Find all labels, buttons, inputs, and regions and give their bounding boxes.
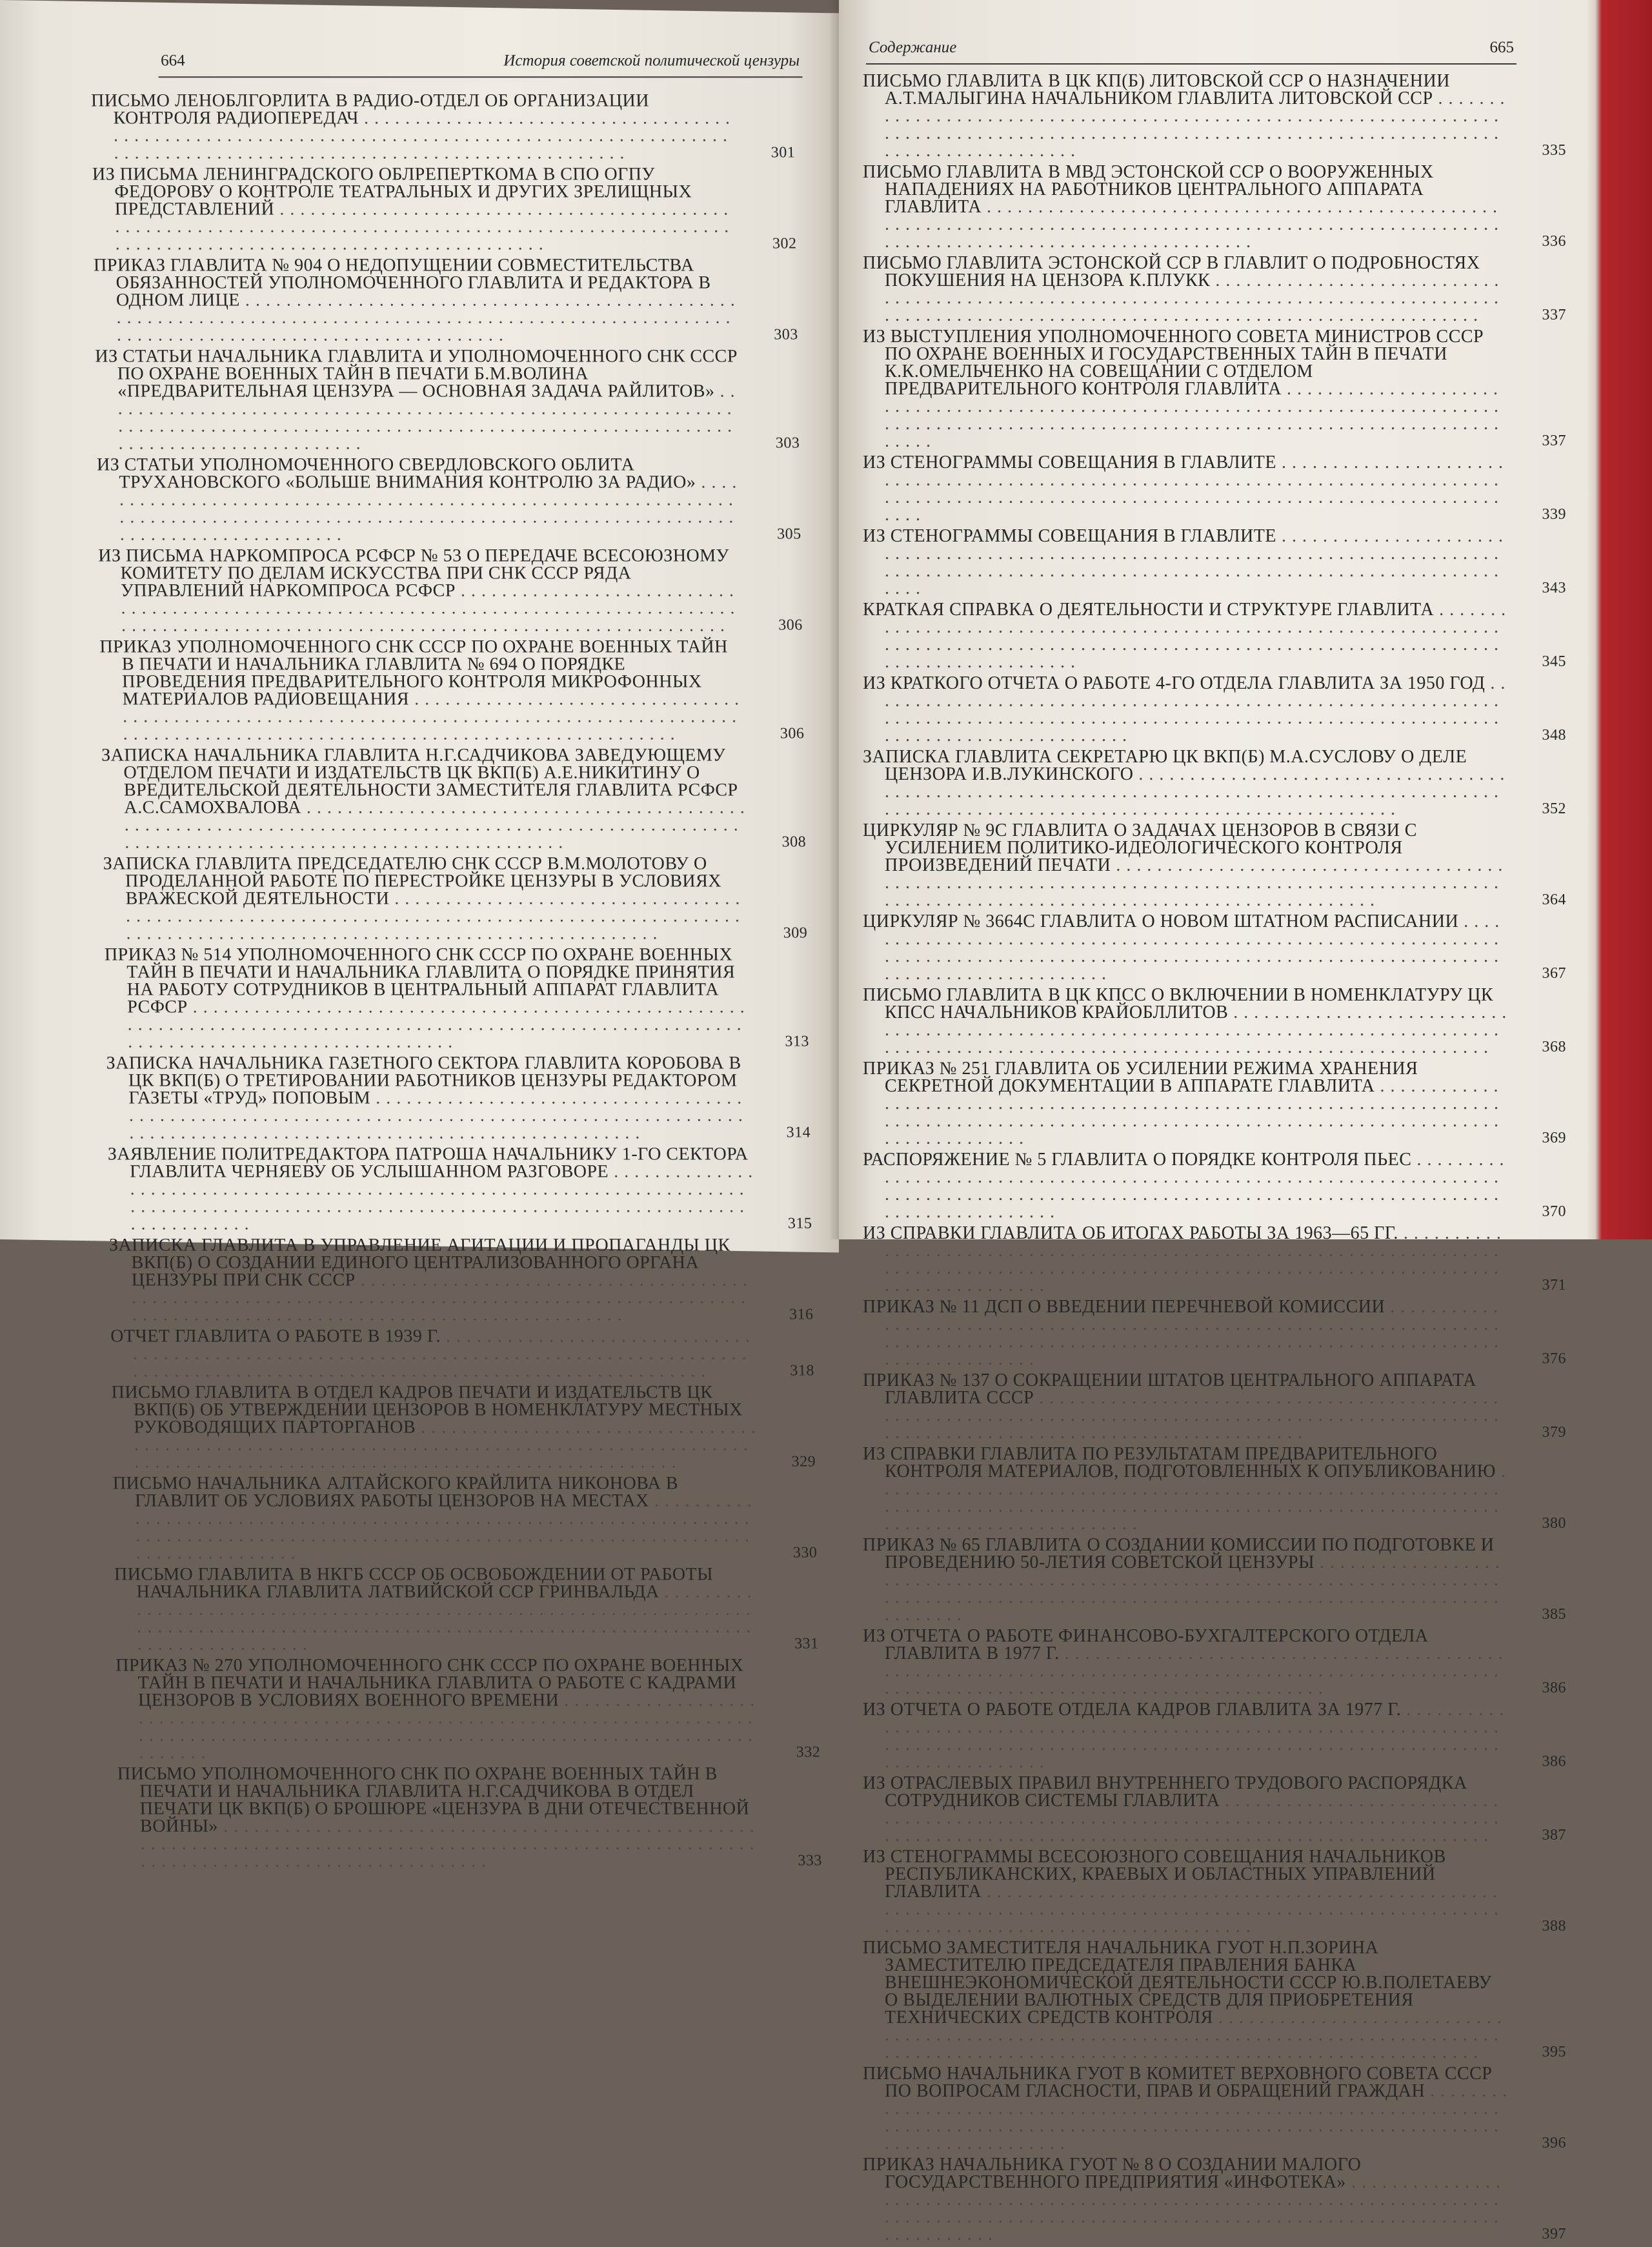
toc-entry xyxy=(111,1384,816,1471)
toc-entry xyxy=(863,163,1566,250)
toc-entry-page: 337 xyxy=(1542,307,1566,323)
toc-entry-page: 308 xyxy=(781,833,807,851)
toc-entry-title: ПРИКАЗ № 65 ГЛАВЛИТА О СОЗДАНИИ КОМИССИИ ПО ПОДГОТОВКЕ И ПРОВЕДЕНИЮ 50-ЛЕТИЯ СОВЕТСКОЙ ЦЕНЗУРЫ . . . xyxy=(885,1536,1508,1623)
toc-entry xyxy=(103,855,808,942)
toc-entry-page: 332 xyxy=(796,1744,821,1761)
toc-entry-page: 316 xyxy=(789,1306,814,1323)
toc-entry-title: ПРИКАЗ № 270 УПОЛНОМОЧЕННОГО СНК СССР ПО ОХРАНЕ ВОЕННЫХ ТАЙН В ПЕЧАТИ И НАЧАЛЬНИКА ГЛАВЛИТА О РАБОТЕ С КАДРАМИ ЦЕНЗОРОВ В УСЛОВИЯХ ВОЕННОГО ВРЕМЕНИ . . . xyxy=(137,1657,762,1762)
toc-entry xyxy=(99,638,804,742)
toc-entry xyxy=(109,1237,814,1324)
toc-entry xyxy=(863,1939,1566,2061)
toc-entry xyxy=(863,675,1566,744)
toc-entry-title: ПИСЬМО ГЛАВЛИТА В ЦК КПСС О ВКЛЮЧЕНИИ В НОМЕНКЛАТУРУ ЦК КПСС НАЧАЛЬНИКОВ КРАЙОБЛЛИТОВ . . . xyxy=(885,986,1508,1056)
toc-entry xyxy=(863,2065,1566,2152)
toc-entry-page: 306 xyxy=(780,725,805,742)
left-toc-list xyxy=(91,92,822,1869)
toc-entry xyxy=(98,547,803,634)
toc-entry-page: 329 xyxy=(791,1453,816,1470)
toc-entry-page: 302 xyxy=(772,235,797,252)
toc-entry-title: ИЗ ВЫСТУПЛЕНИЯ УПОЛНОМОЧЕННОГО СОВЕТА МИНИСТРОВ СССР ПО ОХРАНЕ ВОЕННЫХ И ГОСУДАРСТВЕННЫХ ТАЙН В ПЕЧАТИ К.К.ОМЕЛЬЧЕНКО НА СОВЕЩАНИИ С ОТДЕЛОМ ПРЕДВАРИТЕЛЬНОГО КОНТРОЛЯ ГЛАВЛИТА . . . xyxy=(885,328,1508,450)
toc-entry-title: КРАТКАЯ СПРАВКА О ДЕЯТЕЛЬНОСТИ И СТРУКТУРЕ ГЛАВЛИТА . . . xyxy=(885,601,1508,671)
toc-entry-page: 376 xyxy=(1542,1350,1566,1367)
toc-entry-title: ЗАПИСКА НАЧАЛЬНИКА ГЛАВЛИТА Н.Г.САДЧИКОВА ЗАВЕДУЮЩЕМУ ОТДЕЛОМ ПЕЧАТИ И ИЗДАТЕЛЬСТВ ЦК ВКП(Б) А.Е.НИКИТИНУ О ВРЕДИТЕЛЬСКОЙ ДЕЯТЕЛЬНОСТИ ЗАМЕСТИТЕЛЯ ГЛАВЛИТА РСФСР А.С.САМОХВАЛОВА . . . xyxy=(123,746,748,851)
toc-entry-page: 348 xyxy=(1542,727,1566,744)
toc-entry-page: 336 xyxy=(1542,233,1566,250)
toc-entry-title: ИЗ СТЕНОГРАММЫ СОВЕЩАНИЯ В ГЛАВЛИТЕ . . . xyxy=(885,454,1508,524)
left-page-content xyxy=(13,52,841,1873)
toc-entry-title: ИЗ ОТЧЕТА О РАБОТЕ ФИНАНСОВО-БУХГАЛТЕРСКОГО ОТДЕЛА ГЛАВЛИТА В 1977 Г. . . . xyxy=(885,1627,1508,1697)
toc-entry-title: ПИСЬМО ГЛАВЛИТА В ОТДЕЛ КАДРОВ ПЕЧАТИ И ИЗДАТЕЛЬСТВ ЦК ВКП(Б) ОБ УТВЕРЖДЕНИИ ЦЕНЗОРОВ В НОМЕНКЛАТУРУ МЕСТНЫХ РУКОВОДЯЩИХ ПАРТОРГАНОВ . . . xyxy=(133,1384,758,1471)
toc-entry-page: 380 xyxy=(1542,1515,1566,1532)
toc-entry xyxy=(863,2156,1566,2243)
toc-entry-page: 330 xyxy=(792,1544,818,1561)
toc-entry-page: 396 xyxy=(1542,2135,1566,2151)
toc-entry-page: 388 xyxy=(1542,1918,1566,1935)
toc-entry xyxy=(863,1701,1566,1771)
left-page xyxy=(0,0,839,1869)
toc-entry xyxy=(863,1151,1566,1221)
toc-entry-title: ИЗ СПРАВКИ ГЛАВЛИТА ОБ ИТОГАХ РАБОТЫ ЗА 1963—65 ГГ. . . . xyxy=(885,1225,1508,1294)
right-running-title: Содержание xyxy=(869,39,957,56)
toc-entry xyxy=(863,1298,1566,1368)
toc-entry-title: ПИСЬМО ЗАМЕСТИТЕЛЯ НАЧАЛЬНИКА ГУОТ Н.П.ЗОРИНА ЗАМЕСТИТЕЛЮ ПРЕДСЕДАТЕЛЯ ПРАВЛЕНИЯ БАНКА ВНЕШНЕЭКОНОМИЧЕСКОЙ ДЕЯТЕЛЬНОСТИ СССР Ю.В.ПОЛЕТАЕВУ О ВЫДЕЛЕНИИ ВАЛЮТНЫХ СРЕДСТВ ДЛЯ ПРИОБРЕТЕНИЯ ТЕХНИЧЕСКИХ СРЕДСТВ КОНТРОЛЯ . . . xyxy=(885,1939,1508,2061)
toc-entry-title: ПРИКАЗ УПОЛНОМОЧЕННОГО СНК СССР ПО ОХРАНЕ ВОЕННЫХ ТАЙН В ПЕЧАТИ И НАЧАЛЬНИКА ГЛАВЛИТА № 694 О ПОРЯДКЕ ПРОВЕДЕНИЯ ПРЕДВАРИТЕЛЬНОГО КОНТРОЛЯ МИКРОФОННЫХ МАТЕРИАЛОВ РАДИОВЕЩАНИЯ . . . xyxy=(121,638,746,742)
toc-entry-page: 337 xyxy=(1542,432,1566,449)
toc-entry-page: 303 xyxy=(775,434,800,452)
toc-entry-page: 385 xyxy=(1542,1606,1566,1623)
toc-entry xyxy=(92,165,797,252)
toc-entry-page: 301 xyxy=(771,144,796,161)
toc-entry-title: ПИСЬМО ГЛАВЛИТА ЭСТОНСКОЙ ССР В ГЛАВЛИТ О ПОДРОБНОСТЯХ ПОКУШЕНИЯ НА ЦЕНЗОРА К.ПЛУКК . . . xyxy=(885,254,1508,324)
toc-entry-page: 352 xyxy=(1542,800,1566,817)
toc-entry-page: 315 xyxy=(787,1215,812,1232)
right-running-head xyxy=(866,39,1516,65)
toc-entry xyxy=(863,1536,1566,1623)
toc-entry-page: 331 xyxy=(794,1635,819,1652)
toc-entry xyxy=(97,456,801,543)
toc-entry-title: ЗАПИСКА ГЛАВЛИТА СЕКРЕТАРЮ ЦК ВКП(Б) М.А.СУСЛОВУ О ДЕЛЕ ЦЕНЗОРА И.В.ЛУКИНСКОГО . . . xyxy=(885,748,1508,818)
toc-entry-title: ПИСЬМО ГЛАВЛИТА В НКГБ СССР ОБ ОСВОБОЖДЕНИИ ОТ РАБОТЫ НАЧАЛЬНИКА ГЛАВЛИТА ЛАТВИЙСКОЙ ССР ГРИНВАЛЬДА . . . xyxy=(136,1566,761,1653)
toc-entry-title: ПРИКАЗ ГЛАВЛИТА № 904 О НЕДОПУЩЕНИИ СОВМЕСТИТЕЛЬСТВА ОБЯЗАННОСТЕЙ УПОЛНОМОЧЕННОГО ГЛАВЛИТА И РЕДАКТОРА В ОДНОМ ЛИЦЕ . . . xyxy=(116,256,740,343)
toc-entry xyxy=(863,328,1566,450)
toc-entry xyxy=(863,1060,1566,1147)
toc-entry-title: ИЗ СТАТЬИ УПОЛНОМОЧЕННОГО СВЕРДЛОВСКОГО ОБЛИТА ТРУХАНОВСКОГО «БОЛЬШЕ ВНИМАНИЯ КОНТРОЛЮ ЗА РАДИО» . . . xyxy=(119,456,743,543)
toc-entry xyxy=(863,986,1566,1056)
toc-entry-title: ИЗ ОТЧЕТА О РАБОТЕ ОТДЕЛА КАДРОВ ГЛАВЛИТА ЗА 1977 Г. . . . xyxy=(885,1701,1508,1771)
toc-entry xyxy=(106,1055,811,1142)
left-running-head xyxy=(158,52,803,77)
toc-entry-page: 368 xyxy=(1542,1039,1566,1055)
toc-entry-title: РАСПОРЯЖЕНИЕ № 5 ГЛАВЛИТА О ПОРЯДКЕ КОНТРОЛЯ ПЬЕС . . . xyxy=(885,1151,1508,1221)
toc-entry xyxy=(105,946,809,1050)
toc-entry xyxy=(863,1627,1566,1697)
toc-entry-page: 367 xyxy=(1542,965,1566,982)
toc-entry-page: 303 xyxy=(774,326,798,343)
toc-entry-page: 371 xyxy=(1542,1277,1566,1294)
toc-entry-title: ПРИКАЗ № 514 УПОЛНОМОЧЕННОГО СНК СССР ПО ОХРАНЕ ВОЕННЫХ ТАЙН В ПЕЧАТИ И НАЧАЛЬНИКА ГЛАВЛИТА О ПОРЯДКЕ ПРИНЯТИЯ НА РАБОТУ СОТРУДНИКОВ В ЦЕНТРАЛЬНЫЙ АППАРАТ ГЛАВЛИТА РСФСР . . . xyxy=(126,946,751,1050)
toc-entry xyxy=(863,748,1566,818)
toc-entry xyxy=(863,1372,1566,1441)
toc-entry-page: 343 xyxy=(1542,580,1566,596)
toc-entry-title: ПИСЬМО ГЛАВЛИТА В ЦК КП(Б) ЛИТОВСКОЙ ССР О НАЗНАЧЕНИИ А.Т.МАЛЫГИНА НАЧАЛЬНИКОМ ГЛАВЛИТА ЛИТОВСКОЙ ССР . . . xyxy=(885,72,1508,159)
toc-entry xyxy=(863,454,1566,524)
toc-entry xyxy=(863,822,1566,909)
toc-entry-page: 364 xyxy=(1542,891,1566,908)
toc-entry xyxy=(110,1328,814,1380)
toc-entry xyxy=(95,347,800,452)
toc-entry-title: ЦИРКУЛЯР № 3664С ГЛАВЛИТА О НОВОМ ШТАТНОМ РАСПИСАНИИ . . . xyxy=(885,913,1508,982)
right-page-content xyxy=(860,39,1569,2247)
toc-entry-title: ЗАЯВЛЕНИЕ ПОЛИТРЕДАКТОРА ПАТРОША НАЧАЛЬНИКУ 1-ГО СЕКТОРА ГЛАВЛИТА ЧЕРНЯЕВУ ОБ УСЛЫШАННОМ РАЗГОВОРЕ . . . xyxy=(130,1146,754,1233)
toc-entry-page: 345 xyxy=(1542,653,1566,670)
toc-entry xyxy=(863,527,1566,597)
toc-entry-title: ИЗ ОТРАСЛЕВЫХ ПРАВИЛ ВНУТРЕННЕГО ТРУДОВОГО РАСПОРЯДКА СОТРУДНИКОВ СИСТЕМЫ ГЛАВЛИТА . . . xyxy=(885,1774,1508,1844)
toc-entry-page: 386 xyxy=(1542,1753,1566,1770)
right-folio: 665 xyxy=(1489,39,1514,56)
toc-entry-title: ЗАПИСКА НАЧАЛЬНИКА ГАЗЕТНОГО СЕКТОРА ГЛАВЛИТА КОРОБОВА В ЦК ВКП(Б) О ТРЕТИРОВАНИИ РАБОТНИКОВ ЦЕНЗУРЫ РЕДАКТОРОМ ГАЗЕТЫ «ТРУД» ПОПОВЫМ . . . xyxy=(128,1055,752,1142)
toc-entry-page: 318 xyxy=(790,1362,815,1379)
toc-entry xyxy=(117,1765,822,1870)
toc-entry-page: 313 xyxy=(785,1033,810,1050)
toc-entry xyxy=(863,1774,1566,1844)
toc-entry xyxy=(113,1475,818,1562)
toc-entry-title: ПРИКАЗ № 251 ГЛАВЛИТА ОБ УСИЛЕНИИ РЕЖИМА ХРАНЕНИЯ СЕКРЕТНОЙ ДОКУМЕНТАЦИИ В АППАРАТЕ ГЛАВЛИТА . . . xyxy=(885,1060,1508,1147)
toc-entry-page: 395 xyxy=(1542,2044,1566,2060)
toc-entry-page: 387 xyxy=(1542,1827,1566,1844)
toc-entry-title: ПИСЬМО НАЧАЛЬНИКА АЛТАЙСКОГО КРАЙЛИТА НИКОНОВА В ГЛАВЛИТ ОБ УСЛОВИЯХ РАБОТЫ ЦЕНЗОРОВ НА МЕСТАХ . . . xyxy=(135,1475,760,1562)
toc-entry-page: 309 xyxy=(783,924,808,942)
toc-entry xyxy=(116,1657,820,1762)
toc-entry-title: ИЗ ПИСЬМА ЛЕНИНГРАДСКОГО ОБЛРЕПЕРТКОМА В СПО ОГПУ ФЕДОРОВУ О КОНТРОЛЕ ТЕАТРАЛЬНЫХ И ДРУГИХ ЗРЕЛИЩНЫХ ПРЕДСТАВЛЕНИЙ . . . xyxy=(114,165,739,252)
toc-entry-title: ИЗ СТЕНОГРАММЫ СОВЕЩАНИЯ В ГЛАВЛИТЕ . . . xyxy=(885,527,1508,597)
toc-entry-page: 314 xyxy=(786,1124,811,1141)
toc-entry-title: ИЗ СТЕНОГРАММЫ ВСЕСОЮЗНОГО СОВЕЩАНИЯ НАЧАЛЬНИКОВ РЕСПУБЛИКАНСКИХ, КРАЕВЫХ И ОБЛАСТНЫХ УПРАВЛЕНИЙ ГЛАВЛИТА . . . xyxy=(885,1848,1508,1935)
toc-entry xyxy=(863,601,1566,671)
toc-entry-page: 305 xyxy=(776,525,801,543)
toc-entry-page: 370 xyxy=(1542,1203,1566,1220)
toc-entry-title: ОТЧЕТ ГЛАВЛИТА О РАБОТЕ В 1939 Г. . . . xyxy=(132,1328,756,1380)
toc-entry-title: ЗАПИСКА ГЛАВЛИТА ПРЕДСЕДАТЕЛЮ СНК СССР В.М.МОЛОТОВУ О ПРОДЕЛАННОЙ РАБОТЕ ПО ПЕРЕСТРОЙКЕ ЦЕНЗУРЫ В УСЛОВИЯХ ВРАЖЕСКОЙ ДЕЯТЕЛЬНОСТИ . . . xyxy=(125,855,750,942)
toc-entry xyxy=(114,1566,819,1653)
right-page xyxy=(839,0,1587,2242)
toc-entry xyxy=(863,254,1566,324)
toc-entry-title: ПРИКАЗ № 137 О СОКРАЩЕНИИ ШТАТОВ ЦЕНТРАЛЬНОГО АППАРАТА ГЛАВЛИТА СССР . . . xyxy=(885,1372,1508,1441)
toc-entry-page: 335 xyxy=(1542,142,1566,159)
toc-entry xyxy=(101,746,806,851)
toc-entry xyxy=(863,1225,1566,1294)
toc-entry xyxy=(863,72,1566,159)
toc-entry-title: ПИСЬМО УПОЛНОМОЧЕННОГО СНК ПО ОХРАНЕ ВОЕННЫХ ТАЙН В ПЕЧАТИ И НАЧАЛЬНИКА ГЛАВЛИТА Н.Г.САДЧИКОВА В ОТДЕЛ ПЕЧАТИ ЦК ВКП(Б) О БРОШЮРЕ «ЦЕНЗУРА В ДНИ ОТЕЧЕСТВЕННОЙ ВОЙНЫ» . . . xyxy=(139,1765,764,1870)
toc-entry-title: ПИСЬМО ЛЕНОБЛГОРЛИТА В РАДИО-ОТДЕЛ ОБ ОРГАНИЗАЦИИ КОНТРОЛЯ РАДИОПЕРЕДАЧ . . . xyxy=(113,92,738,161)
toc-entry-title: ЗАПИСКА ГЛАВЛИТА В УПРАВЛЕНИЕ АГИТАЦИИ И ПРОПАГАНДЫ ЦК ВКП(Б) О СОЗДАНИИ ЕДИНОГО ЦЕНТРАЛИЗОВАННОГО ОРГАНА ЦЕНЗУРЫ ПРИ СНК СССР . . . xyxy=(131,1237,756,1324)
toc-entry-title: ПРИКАЗ НАЧАЛЬНИКА ГУОТ № 8 О СОЗДАНИИ МАЛОГО ГОСУДАРСТВЕННОГО ПРЕДПРИЯТИЯ «ИНФОТЕКА» . . . xyxy=(885,2156,1508,2243)
left-running-title: История советской политической цензуры xyxy=(503,52,800,70)
toc-entry-title: ЦИРКУЛЯР № 9С ГЛАВЛИТА О ЗАДАЧАХ ЦЕНЗОРОВ В СВЯЗИ С УСИЛЕНИЕМ ПОЛИТИКО-ИДЕОЛОГИЧЕСКОГО КОНТРОЛЯ ПРОИЗВЕДЕНИЙ ПЕЧАТИ . . . xyxy=(885,822,1508,909)
right-toc-list xyxy=(863,72,1566,2243)
left-folio: 664 xyxy=(160,52,185,70)
toc-entry-page: 306 xyxy=(778,616,803,634)
toc-entry-title: ИЗ ПИСЬМА НАРКОМПРОСА РСФСР № 53 О ПЕРЕДАЧЕ ВСЕСОЮЗНОМУ КОМИТЕТУ ПО ДЕЛАМ ИСКУССТВА ПРИ СНК СССР РЯДА УПРАВЛЕНИЙ НАРКОМПРОСА РСФСР . . . xyxy=(120,547,745,634)
toc-entry-title: ПРИКАЗ № 11 ДСП О ВВЕДЕНИИ ПЕРЕЧНЕВОЙ КОМИССИИ . . . xyxy=(885,1298,1508,1368)
toc-entry-page: 386 xyxy=(1542,1680,1566,1696)
toc-entry xyxy=(863,1445,1566,1532)
toc-entry-page: 333 xyxy=(798,1852,823,1869)
toc-entry xyxy=(863,1848,1566,1935)
toc-entry xyxy=(94,256,798,343)
toc-entry-title: ПИСЬМО НАЧАЛЬНИКА ГУОТ В КОМИТЕТ ВЕРХОВНОГО СОВЕТА СССР ПО ВОПРОСАМ ГЛАСНОСТИ, ПРАВ И ОБРАЩЕНИЙ ГРАЖДАН . . . xyxy=(885,2065,1508,2152)
toc-entry-page: 379 xyxy=(1542,1424,1566,1441)
toc-entry-title: ИЗ СПРАВКИ ГЛАВЛИТА ПО РЕЗУЛЬТАТАМ ПРЕДВАРИТЕЛЬНОГО КОНТРОЛЯ МАТЕРИАЛОВ, ПОДГОТОВЛЕННЫХ К ОПУБЛИКОВАНИЮ . . . xyxy=(885,1445,1508,1532)
toc-entry-page: 339 xyxy=(1542,506,1566,523)
toc-entry-title: ИЗ СТАТЬИ НАЧАЛЬНИКА ГЛАВЛИТА И УПОЛНОМОЧЕННОГО СНК СССР ПО ОХРАНЕ ВОЕННЫХ ТАЙН В ПЕЧАТИ Б.М.ВОЛИНА «ПРЕДВАРИТЕЛЬНАЯ ЦЕНЗУРА — ОСНОВНАЯ ЗАДАЧА РАЙЛИТОВ» . . . xyxy=(117,347,741,452)
toc-entry-title: ПИСЬМО ГЛАВЛИТА В МВД ЭСТОНСКОЙ ССР О ВООРУЖЕННЫХ НАПАДЕНИЯХ НА РАБОТНИКОВ ЦЕНТРАЛЬНОГО АППАРАТА ГЛАВЛИТА . . . xyxy=(885,163,1508,250)
toc-entry xyxy=(108,1146,812,1233)
toc-entry xyxy=(863,913,1566,982)
toc-entry-page: 397 xyxy=(1542,2226,1566,2242)
toc-entry-title: ИЗ КРАТКОГО ОТЧЕТА О РАБОТЕ 4-ГО ОТДЕЛА ГЛАВЛИТА ЗА 1950 ГОД . . . xyxy=(885,675,1508,744)
toc-entry-page: 369 xyxy=(1542,1130,1566,1146)
toc-entry xyxy=(91,92,796,161)
book-cover-edge xyxy=(1587,0,1652,1239)
